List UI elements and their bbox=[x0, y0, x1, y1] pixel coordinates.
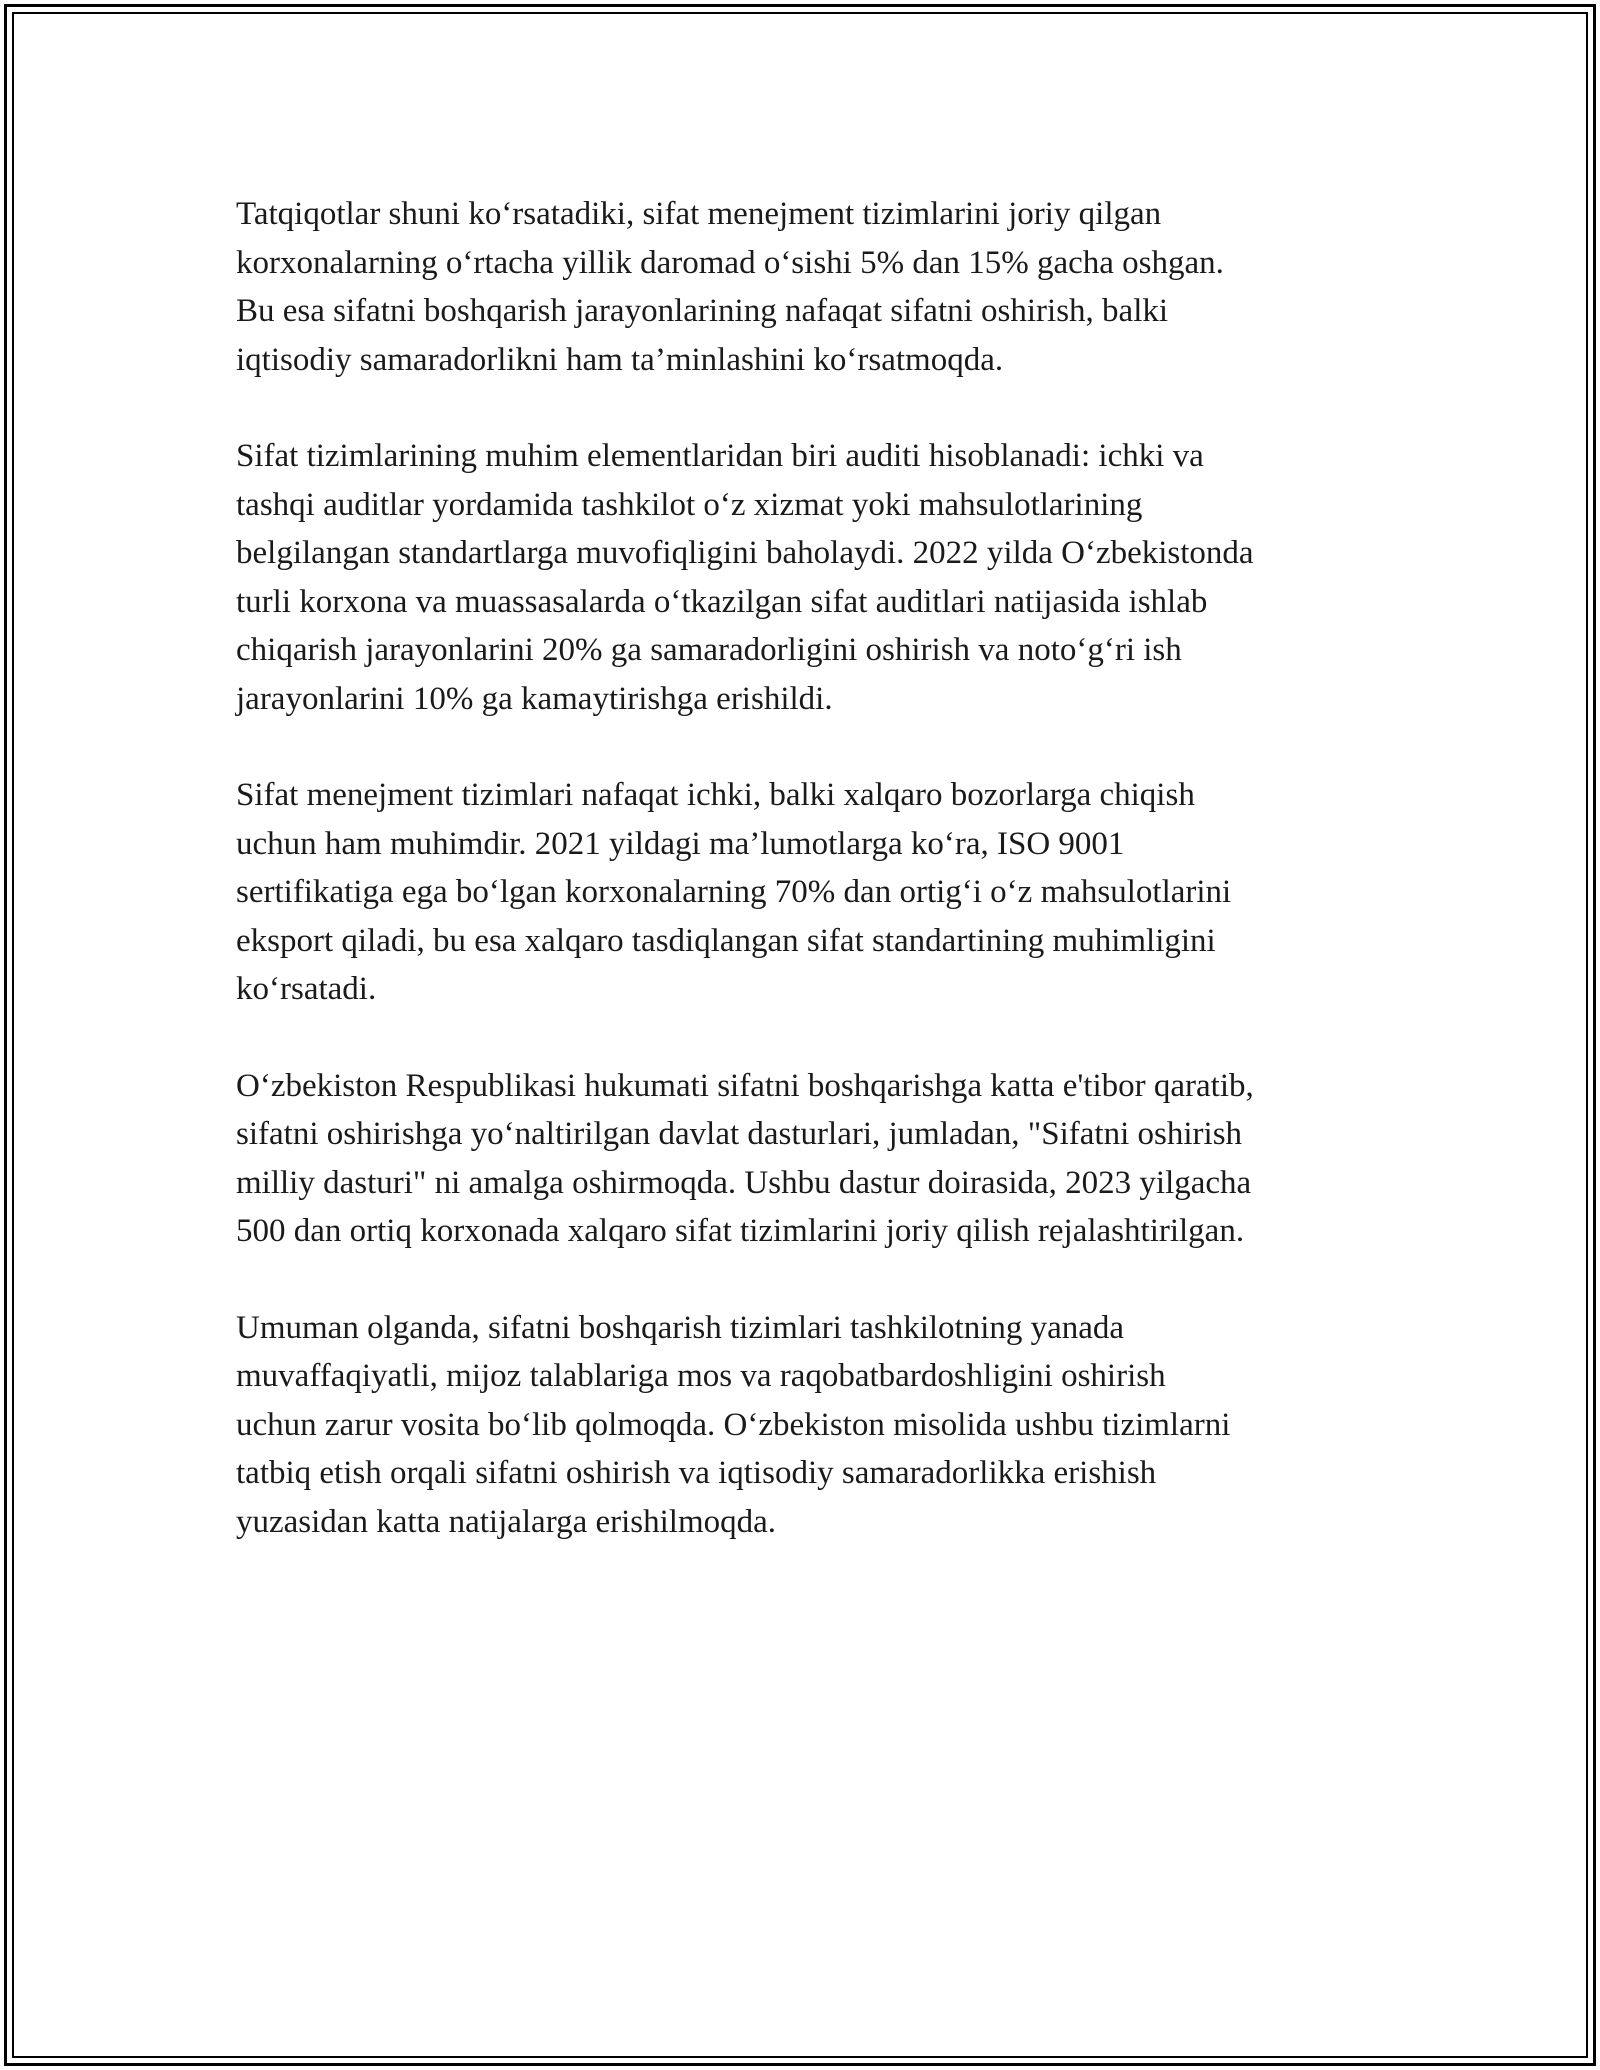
paragraph-audit: Sifat tizimlarining muhim elementlaridan biri auditi hisoblanadi: ichki va tashqi auditlar yordamida tashkilot o‘z xizmat yoki mahsulotlarining belgilangan standartlarga muvofiqligini baholaydi. 2022 yilda O‘zbekistonda turli korxona va muassasalarda o‘tkazilgan sifat auditlari natijasida ishlab chiqarish jarayonlarini 20% ga samaradorligini oshirish va noto‘g‘ri ish jarayonlarini 10% ga kamaytirishga erishildi. bbox=[236, 438, 1254, 717]
paragraph-international-markets: Sifat menejment tizimlari nafaqat ichki, balki xalqaro bozorlarga chiqish uchun ham muhimdir. 2021 yildagi ma’lumotlarga ko‘ra, ISO 9001 sertifikatiga ega bo‘lgan korxonalarning 70% dan ortig‘i o‘z mahsulotlarini eksport qiladi, bu esa xalqaro tasdiqlangan sifat standartining muhimligini ko‘rsatadi. bbox=[236, 777, 1232, 1007]
paragraph-government-program: O‘zbekiston Respublikasi hukumati sifatni boshqarishga katta e'tibor qaratib, sifatni oshirishga yo‘naltirilgan davlat dasturlari, jumladan, "Sifatni oshirish milliy dasturi" ni amalga oshirmoqda. Ushbu dastur doirasida, 2023 yilgacha 500 dan ortiq korxonada xalqaro sifat tizimlarini joriy qilish rejalashtirilgan. bbox=[236, 1067, 1254, 1249]
paragraph-growth-statistics: Tatqiqotlar shuni ko‘rsatadiki, sifat menejment tizimlarini joriy qilgan korxonalarning o‘rtacha yillik daromad o‘sishi 5% dan 15% gacha oshgan. Bu esa sifatni boshqarish jarayonlarining nafaqat sifatni oshirish, balki iqtisodiy samaradorlikni ham ta’minlashini ko‘rsatmoqda. bbox=[236, 196, 1224, 378]
document-body bbox=[236, 190, 1400, 1594]
paragraph-conclusion: Umuman olganda, sifatni boshqarish tizimlari tashkilotning yanada muvaffaqiyatli, mijoz talablariga mos va raqobatbardoshligini oshirish uchun zarur vosita bo‘lib qolmoqda. O‘zbekiston misolida ushbu tizimlarni tatbiq etish orqali sifatni oshirish va iqtisodiy samaradorlikka erishish yuzasidan katta natijalarga erishilmoqda. bbox=[236, 1309, 1231, 1540]
